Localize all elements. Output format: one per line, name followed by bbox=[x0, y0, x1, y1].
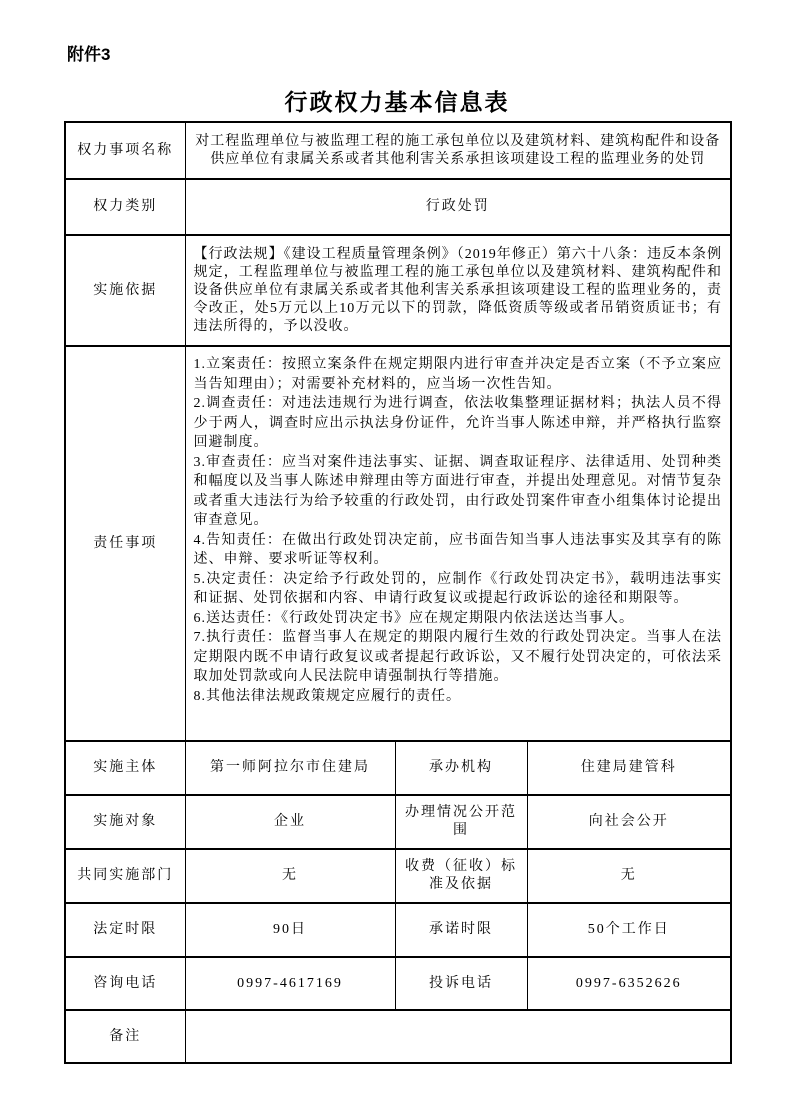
row-label-power-category: 权力类别 bbox=[65, 179, 185, 235]
info-table bbox=[64, 121, 732, 1064]
row-label-implementation-basis: 实施依据 bbox=[65, 235, 185, 346]
power-item-name-value: 对工程监理单位与被监理工程的施工承包单位以及建筑材料、建筑构配件和设备供应单位有隶属关系或者其他利害关系承担该项建设工程的监理业务的处罚 bbox=[185, 122, 731, 179]
remarks-value bbox=[185, 1010, 731, 1063]
row-label-duty-items: 责任事项 bbox=[65, 346, 185, 741]
row-label-implementer: 实施主体 bbox=[65, 741, 185, 795]
handling-agency-value: 住建局建管科 bbox=[527, 741, 731, 795]
fee-standard-value: 无 bbox=[527, 849, 731, 903]
implementer-value: 第一师阿拉尔市住建局 bbox=[185, 741, 395, 795]
table-row bbox=[65, 1010, 731, 1063]
table-row bbox=[65, 957, 731, 1010]
duty-item-3: 3.审查责任：应当对案件违法事实、证据、调查取证程序、法律适用、处罚种类和幅度以及当事人陈述申辩理由等方面进行审查，并提出处理意见。对情节复杂或者重大违法行为给予较重的行政处罚，由行政处罚案件审查小组集体讨论提出审查意见。 bbox=[193, 454, 723, 528]
row-label-power-item-name: 权力事项名称 bbox=[65, 122, 185, 179]
duty-items-cell bbox=[185, 346, 731, 741]
table-row bbox=[65, 795, 731, 849]
table-row bbox=[65, 235, 731, 346]
row-label-complaint-phone: 投诉电话 bbox=[395, 957, 527, 1010]
disclosure-scope-value: 向社会公开 bbox=[527, 795, 731, 849]
joint-department-value: 无 bbox=[185, 849, 395, 903]
duty-item-4: 4.告知责任：在做出行政处罚决定前，应书面告知当事人违法事实及其享有的陈述、申辩、要求听证等权利。 bbox=[193, 532, 723, 567]
table-row bbox=[65, 741, 731, 795]
row-label-target: 实施对象 bbox=[65, 795, 185, 849]
duty-item-1: 1.立案责任：按照立案条件在规定期限内进行审查并决定是否立案（不予立案应当告知理由）；对需要补充材料的，应当场一次性告知。 bbox=[193, 357, 723, 392]
row-label-joint-department: 共同实施部门 bbox=[65, 849, 185, 903]
power-category-value: 行政处罚 bbox=[185, 179, 731, 235]
duty-item-6: 6.送达责任：《行政处罚决定书》应在规定期限内依法送达当事人。 bbox=[193, 610, 634, 626]
consultation-phone-value: 0997-4617169 bbox=[185, 957, 395, 1010]
implementation-basis-value: 【行政法规】《建设工程质量管理条例》（2019年修正）第六十八条：违反本条例规定，工程监理单位与被监理工程的施工承包单位以及建筑材料、建筑构配件和设备供应单位有隶属关系或者其他利害关系承担该项建设工程的监理业务的，责令改正，处5万元以上10万元以下的罚款，降低资质等级或者吊销资质证书；有违法所得的，予以没收。 bbox=[185, 235, 731, 346]
table-row bbox=[65, 849, 731, 903]
table-row bbox=[65, 903, 731, 957]
row-label-handling-agency: 承办机构 bbox=[395, 741, 527, 795]
duty-item-5: 5.决定责任：决定给予行政处罚的，应制作《行政处罚决定书》，载明违法事实和证据、处罚依据和内容、申请行政复议或提起行政诉讼的途径和期限等。 bbox=[193, 571, 723, 606]
row-label-disclosure-scope: 办理情况公开范围 bbox=[395, 795, 527, 849]
table-row bbox=[65, 122, 731, 179]
attachment-label: 附件3 bbox=[67, 45, 111, 64]
row-label-promised-time-limit: 承诺时限 bbox=[395, 903, 527, 957]
target-value: 企业 bbox=[185, 795, 395, 849]
duty-item-7: 7.执行责任：监督当事人在规定的期限内履行生效的行政处罚决定。当事人在法定期限内既不申请行政复议或者提起行政诉讼，又不履行处罚决定的，可依法采取加处罚款或向人民法院申请强制执行等措施。 bbox=[193, 630, 723, 684]
complaint-phone-value: 0997-6352626 bbox=[527, 957, 731, 1010]
row-label-remarks: 备注 bbox=[65, 1010, 185, 1063]
row-label-consultation-phone: 咨询电话 bbox=[65, 957, 185, 1010]
table-row bbox=[65, 346, 731, 741]
page-title: 行政权力基本信息表 bbox=[284, 90, 510, 115]
promised-time-limit-value: 50个工作日 bbox=[527, 903, 731, 957]
duty-item-2: 2.调查责任：对违法违规行为进行调查，依法收集整理证据材料；执法人员不得少于两人，调查时应出示执法身份证件，允许当事人陈述申辩，并严格执行监察回避制度。 bbox=[193, 396, 723, 450]
table-row bbox=[65, 179, 731, 235]
row-label-statutory-time-limit: 法定时限 bbox=[65, 903, 185, 957]
duty-item-8: 8.其他法律法规政策规定应履行的责任。 bbox=[193, 688, 461, 704]
row-label-fee-standard: 收费（征收）标准及依据 bbox=[395, 849, 527, 903]
statutory-time-limit-value: 90日 bbox=[185, 903, 395, 957]
